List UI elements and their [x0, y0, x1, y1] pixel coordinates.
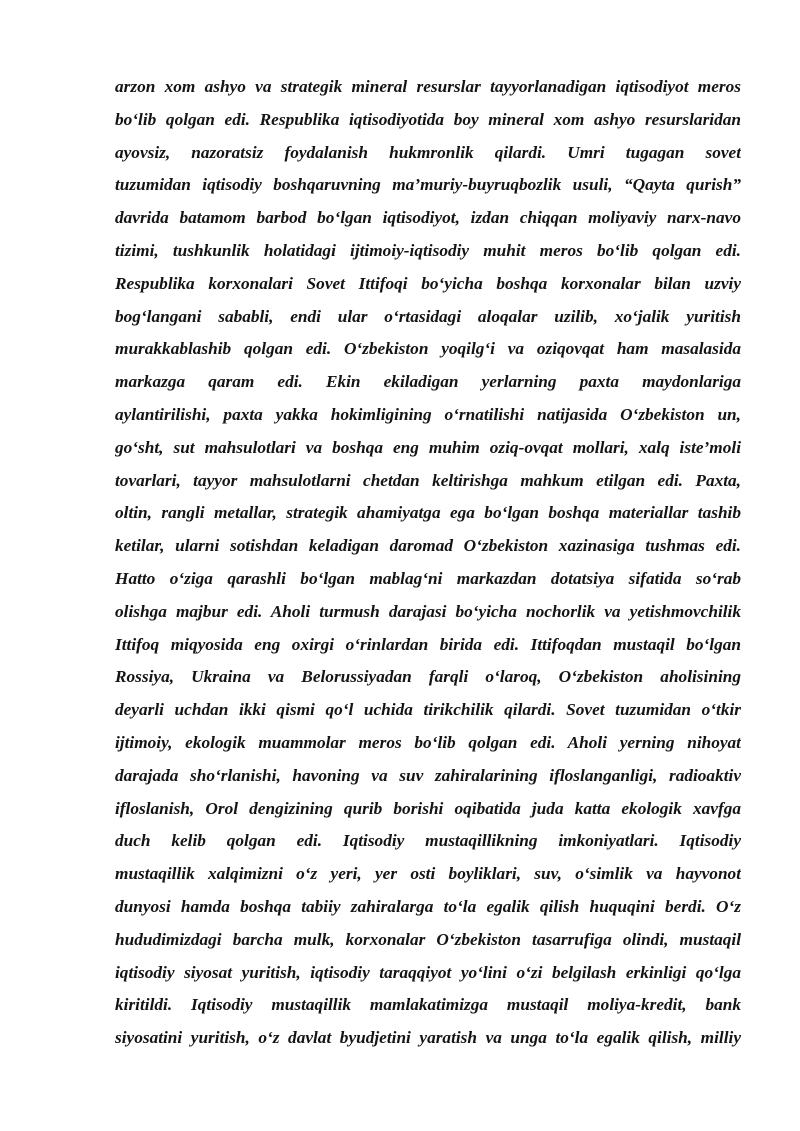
- text-line-24: duch kelib qolgan edi. Iqtisodiy mustaqillikning imkoniyatlari. Iqtisodiy: [115, 831, 741, 851]
- text-line-19: Rossiya, Ukraina va Belorussiyadan farqli o‘laroq, O‘zbekiston aholisining: [115, 667, 741, 687]
- text-line-16: Hatto o‘ziga qarashli bo‘lgan mablag‘ni markazdan dotatsiya sifatida so‘rab: [115, 568, 741, 588]
- text-line-10: markazga qaram edi. Ekin ekiladigan yerlarning paxta maydonlariga: [115, 372, 741, 392]
- text-line-18: Ittifoq miqyosida eng oxirgi o‘rinlardan birida edi. Ittifoqdan mustaqil bo‘lgan: [115, 634, 741, 654]
- text-line-2: bo‘lib qolgan edi. Respublika iqtisodiyotida boy mineral xom ashyo resurslaridan: [115, 109, 741, 129]
- text-line-30: siyosatini yuritish, o‘z davlat byudjetini yaratish va unga to‘la egalik qilish, milliy: [115, 1028, 741, 1048]
- text-line-23: ifloslanish, Orol dengizining qurib borishi oqibatida juda katta ekologik xavfga: [115, 798, 741, 818]
- text-line-15: ketilar, ularni sotishdan keladigan daromad O‘zbekiston xazinasiga tushmas edi.: [115, 536, 741, 556]
- text-line-12: go‘sht, sut mahsulotlari va boshqa eng muhim oziq-ovqat mollari, xalq iste’moli: [115, 437, 741, 457]
- text-line-20: deyarli uchdan ikki qismi qo‘l uchida tirikchilik qilardi. Sovet tuzumidan o‘tkir: [115, 700, 741, 720]
- text-line-7: Respublika korxonalari Sovet Ittifoqi bo‘yicha boshqa korxonalar bilan uzviy: [115, 273, 741, 293]
- document-page: [115, 71, 741, 1055]
- text-line-28: iqtisodiy siyosat yuritish, iqtisodiy taraqqiyot yo‘lini o‘zi belgilash erkinligi qo‘lga: [115, 962, 741, 982]
- text-line-4: tuzumidan iqtisodiy boshqaruvning ma’muriy-buyruqbozlik usuli, “Qayta qurish”: [115, 175, 741, 195]
- text-line-29: kiritildi. Iqtisodiy mustaqillik mamlakatimizga mustaqil moliya-kredit, bank: [115, 995, 741, 1015]
- text-line-13: tovarlari, tayyor mahsulotlarni chetdan keltirishga mahkum etilgan edi. Paxta,: [115, 470, 741, 490]
- text-line-25: mustaqillik xalqimizni o‘z yeri, yer osti boyliklari, suv, o‘simlik va hayvonot: [115, 864, 741, 884]
- text-line-21: ijtimoiy, ekologik muammolar meros bo‘lib qolgan edi. Aholi yerning nihoyat: [115, 732, 741, 752]
- text-line-11: aylantirilishi, paxta yakka hokimligining o‘rnatilishi natijasida O‘zbekiston un,: [115, 404, 741, 424]
- text-line-8: bog‘langani sababli, endi ular o‘rtasidagi aloqalar uzilib, xo‘jalik yuritish: [115, 306, 741, 326]
- text-line-1: arzon xom ashyo va strategik mineral resurslar tayyorlanadigan iqtisodiyot meros: [115, 77, 741, 96]
- text-line-6: tizimi, tushkunlik holatidagi ijtimoiy-iqtisodiy muhit meros bo‘lib qolgan edi.: [115, 240, 741, 260]
- text-line-22: darajada sho‘rlanishi, havoning va suv zahiralarining ifloslanganligi, radioaktiv: [115, 765, 741, 785]
- text-line-5: davrida batamom barbod bo‘lgan iqtisodiyot, izdan chiqqan moliyaviy narx-navo: [115, 208, 741, 228]
- text-line-27: hududimizdagi barcha mulk, korxonalar O‘zbekiston tasarrufiga olindi, mustaqil: [115, 929, 741, 949]
- text-line-9: murakkablashib qolgan edi. O‘zbekiston yoqilg‘i va oziqovqat ham masalasida: [115, 339, 741, 359]
- text-line-26: dunyosi hamda boshqa tabiiy zahiralarga to‘la egalik qilish huquqini berdi. O‘z: [115, 896, 741, 916]
- text-line-14: oltin, rangli metallar, strategik ahamiyatga ega bo‘lgan boshqa materiallar tashib: [115, 503, 741, 523]
- text-line-17: olishga majbur edi. Aholi turmush darajasi bo‘yicha nochorlik va yetishmovchilik: [115, 601, 741, 621]
- text-line-3: ayovsiz, nazoratsiz foydalanish hukmronlik qilardi. Umri tugagan sovet: [115, 142, 741, 162]
